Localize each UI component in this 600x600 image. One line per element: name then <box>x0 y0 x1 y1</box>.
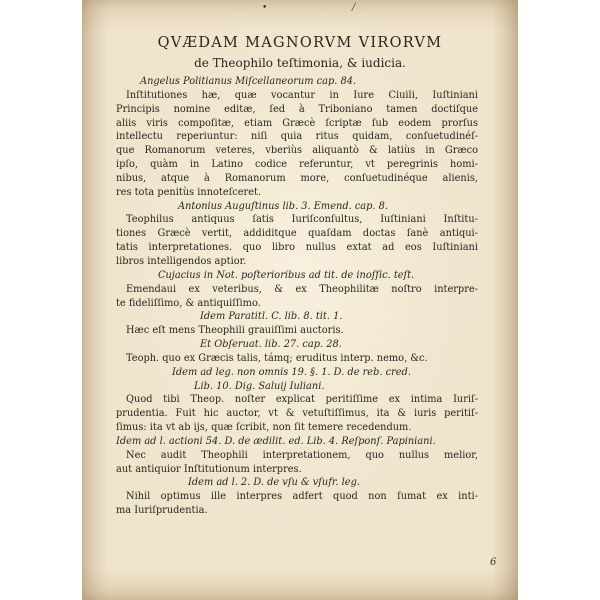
text-line: ſimus: ita vt ab ijs, quæ ſcribit, non ſit temere recedendum. <box>116 422 412 434</box>
citation-heading: Angelus Politianus Miſcellaneorum cap. 84. <box>140 76 357 87</box>
citation-heading: Cujacius in Not. poſterioribus ad tit. de inoſſic. teſt. <box>158 269 415 281</box>
citation-heading: Antonius Auguſtinus lib. 3. Emend. cap. 8. <box>178 200 388 212</box>
text-line: nibus, atque à Romanorum more, conſuetudinéque alienis, <box>116 172 478 184</box>
catchword: 6 <box>490 557 497 568</box>
text-line: Principis nomine editæ, ſed à Triboniano tamen doctiſque <box>116 103 478 115</box>
citation-heading: Lib. 10. Dig. Saluij Iuliani. <box>194 380 325 392</box>
text-line: que Romanorum veteres, vberiùs aliquantò & latiùs in Græco <box>116 145 478 157</box>
text-line: Hæc eſt mens Theophili grauiſſimi auctoris. <box>126 325 344 337</box>
page-title: QVÆDAM MAGNORVM VIRORVM <box>157 35 443 51</box>
citation-heading: Idem ad l. 2. D. de vſu & vſufr. leg. <box>188 477 360 489</box>
text-line: Emendaui ex veteribus, & ex Theophilitæ noſtro interpre- <box>126 283 478 295</box>
text-line: ipſo, quàm in Latino codice referuntur, vt peregrinis homi- <box>116 159 478 171</box>
text-line: tiones Græcè vertit, addiditque quaſdam doctas ſanè antiqui- <box>116 228 478 240</box>
text-line: Nihil optimus ille interpres adfert quod non ſumat ex inti- <box>126 491 478 503</box>
citation-heading: Et Obſeruat. lib. 27. cap. 28. <box>200 339 342 351</box>
text-line: Nec audit Theophili interpretationem, quo nullus melior, <box>126 449 478 461</box>
top-ornament: • <box>262 3 268 13</box>
folio-mark: / <box>352 2 356 13</box>
text-line: prudentia. Fuit hic auctor, vt & vetuſtiſſimus, ita & iuris peritiſ- <box>116 408 478 420</box>
text-line: intellectu reperiuntur: niſi quia ritus quidam, conſuetudinéſ- <box>116 131 478 143</box>
text-line: res tota penitùs innoteſceret. <box>116 186 262 198</box>
book-page <box>82 0 518 600</box>
text-line: tatis interpretationes. quo libro nullus extat ad eos Iuſtiniani <box>116 242 478 254</box>
text-line: Quod tibi Theop. noſter explicat peritiſſime ex intima Iuriſ- <box>126 394 478 406</box>
text-line: libros intelligendos aptior. <box>116 255 247 267</box>
text-line: Teoph. quo ex Græcis talis, támq; eruditus interp. nemo, &c. <box>126 352 428 364</box>
text-line: ma Iuriſprudentia. <box>116 505 208 517</box>
text-line: aliis viris compoſitæ, etiam Græcè ſcriptæ ſub eodem prorſus <box>116 117 478 129</box>
text-body <box>116 75 478 518</box>
text-line: Inſtitutiones hæ, quæ vocantur in Iure Ciuili, Iuſtiniani <box>126 89 478 101</box>
citation-heading: Idem ad leg. non omnis 19. §. 1. D. de reb. cred. <box>172 366 411 378</box>
text-line: te fideliſſimo, & antiquiſſimo. <box>116 297 261 309</box>
citation-heading: Idem ad l. actioni 54. D. de ædilit. ed. Lib. 4. Reſponſ. Papiniani. <box>116 435 436 447</box>
text-line: Teophilus antiquus ſatis Iuriſconſultus, Iuſtiniani Inſtitu- <box>126 214 478 226</box>
citation-heading: Idem Paratitl. C. lib. 8. tit. 1. <box>200 311 343 323</box>
text-line: aut antiquior Inſtitutionum interpres. <box>116 463 302 475</box>
page-subtitle: de Theophilo teſtimonia, & iudicia. <box>194 56 406 70</box>
